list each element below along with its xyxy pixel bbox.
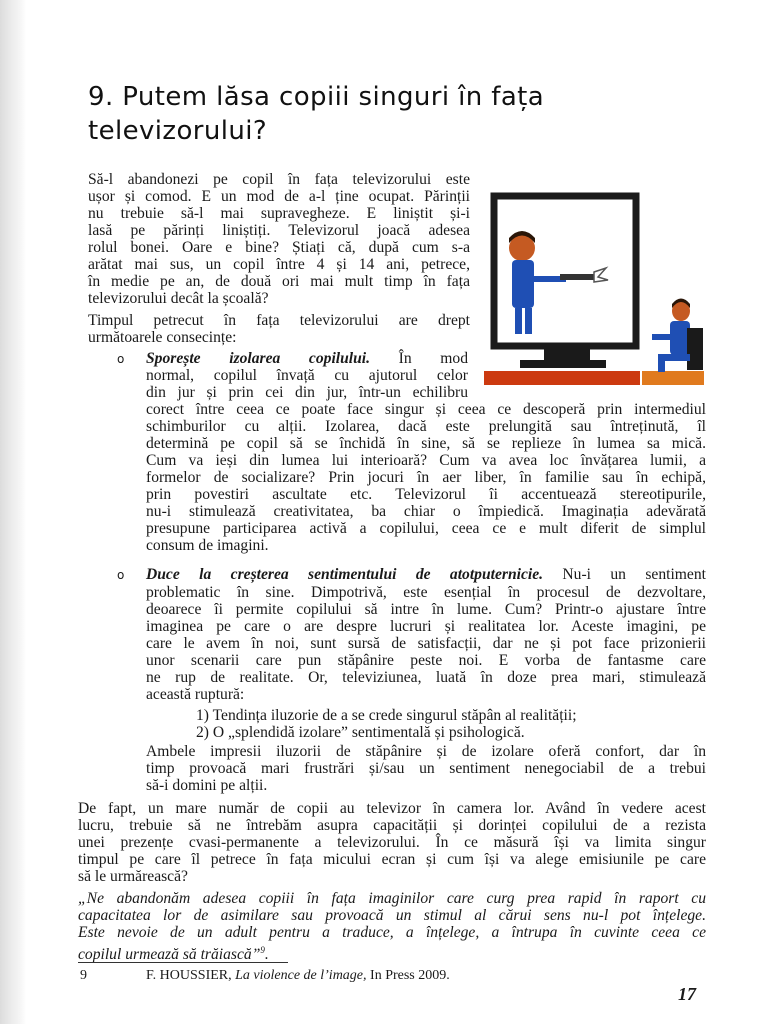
intro-line: televizorului decât la școală? <box>88 290 269 307</box>
gun-barrel <box>560 274 594 280</box>
bullet-2-line: problematic în sine. Dimpotrivă, este esențial în procesul de dezvoltare, <box>146 584 706 601</box>
bullet-2-line: care le avem în noi, sunt sursă de satisfacții, dar ne și pot face prizonierii <box>146 635 706 652</box>
intro-line: Timpul petrecut în fața televizorului are drept <box>88 312 470 329</box>
quote-line: capacitatea lor de asimilare sau provoacă un stimul al cărui sens nu-l pot înțelege. <box>78 907 706 924</box>
quote-line: „Ne abandonăm adesea copiii în fața imaginilor care curg prea rapid în raport cu <box>78 890 706 907</box>
bullet-1-line: determină pe copil să se închidă în sine, să se replieze în lumea sa mică. <box>146 435 706 452</box>
intro-line: nu trebuie să-l mai supravegheze. E liniștit și-i <box>88 205 470 222</box>
footnote-work: La violence de l’image, <box>235 968 367 983</box>
sub-item-2: 2) O „splendidă izolare” sentimentală și psihologică. <box>196 724 525 741</box>
intro-line: următoarele consecințe: <box>88 329 237 346</box>
quote-end: . <box>264 946 269 964</box>
bullet-2-line: unor scenarii care pun stăpânire peste noi. E vorba de fantasme care <box>146 652 706 669</box>
conclusion-line: De fapt, un mare număr de copii au televizor în camera lor. Având în vedere acest <box>78 800 706 817</box>
quote-text: copilul urmează să trăiască” <box>78 946 261 964</box>
bullet-1-first-line <box>146 351 468 367</box>
quote-line-last <box>78 942 269 963</box>
footnote-ref: 9 <box>260 945 265 955</box>
bullet-2-after-line: timp provoacă mari frustrări și/sau un sentiment nenegociabil de a trebui <box>146 760 706 777</box>
conclusion-line: să le urmărească? <box>78 868 188 885</box>
bullet-1-line: presupune participarea activă a copilului, ceea ce e mult diferit de simplul <box>146 520 706 537</box>
bullet-1-line: Cum va ieși din lumea lui interioară? Cum va avea loc învățarea lumii, a <box>146 452 706 469</box>
sub-item-1: 1) Tendința iluzorie de a se crede singurul stăpân al realității; <box>196 707 577 724</box>
bullet-1-text: În mod <box>398 350 468 367</box>
intro-line: Să-l abandonezi pe copil în fața televizorului este <box>88 171 470 188</box>
bullet-2-after-line: să-i domini pe alții. <box>146 777 268 794</box>
conclusion-line: lucru, trebuie să ne întrebăm asupra capacității și dorinței copilului de a rezista <box>78 817 706 834</box>
bullet-1-heading: Sporește izolarea copilului. <box>146 350 371 367</box>
bullet-marker: o <box>117 568 125 582</box>
tv-child-illustration <box>482 188 710 388</box>
bullet-2-first-line <box>146 567 706 583</box>
chair-back <box>687 328 703 370</box>
intro-line: lasă pe părinți liniștiți. Televizorul joacă adesea <box>88 222 470 239</box>
bullet-1-line: schimburilor cu alții. Izolarea, dacă este prelungită sau întreținută, îl <box>146 418 706 435</box>
bullet-1-line: nu-i stimulează creativitatea, ba chiar o împiedică. Imaginația adevărată <box>146 503 706 520</box>
intro-line: în medie pe an, de două ori mai mult timp în fața <box>88 273 470 290</box>
bullet-2-heading: Duce la creșterea sentimentului de atotputernicie. <box>146 566 544 583</box>
page-number: 17 <box>678 984 696 1004</box>
bullet-2-text: Nu-i un sentiment <box>562 566 706 583</box>
bullet-1-line: prin povestiri ascultate etc. Televizorul îi accentuează stereotipurile, <box>146 486 706 503</box>
quote-line: Este nevoie de un adult pentru a traduce, a înțelege, a întrupa în cuvinte ceea ce <box>78 924 706 941</box>
footnote-rule <box>78 962 288 963</box>
bullet-2-line: imaginea pe care o are despre lucruri și realitatea lor. Aceste imagini, pe <box>146 618 706 635</box>
footnote-text <box>146 968 450 984</box>
bullet-1-line: corect între ceea ce poate face singur și ceea ce descoperă prin intermediul <box>146 401 706 418</box>
child-desk <box>642 371 704 385</box>
bullet-2-after-line: Ambele impresii iluzorii de stăpânire și de izolare oferă confort, dar în <box>146 743 706 760</box>
bullet-1-line: formelor de socializare? Prin jocuri în aer liber, în familie sau în echipă, <box>146 469 706 486</box>
conclusion-line: unei prezențe cvasi-permanente a televizorului. În ce măsură își va limita singur <box>78 834 706 851</box>
bullet-1-line: consum de imagini. <box>146 537 269 554</box>
intro-line: ușor și comod. E un mod de a-l ține ocupat. Părinții <box>88 188 470 205</box>
child-watching <box>652 299 703 373</box>
footnote-author: F. HOUSSIER, <box>146 968 232 983</box>
bullet-1-line: din jur și prin cei din jur, într-un echilibru <box>146 384 468 401</box>
bullet-marker: o <box>117 352 125 366</box>
footnote-number: 9 <box>80 968 87 983</box>
bullet-1-line: normal, copilul învață cu ajutorul celor <box>146 367 468 384</box>
bullet-2-line: deoarece îi permite copilului să intre în lume. Cum? Printr-o ajustare între <box>146 601 706 618</box>
tv-stand <box>484 371 640 385</box>
bullet-2-line: ne rup de realitate. Or, televiziunea, luată în doze prea mari, stimulează <box>146 669 706 686</box>
conclusion-line: timpul pe care îl petrece în fața micului ecran și cum își va alege emisiunile pe care <box>78 851 706 868</box>
footnote-publisher: In Press 2009. <box>370 968 450 983</box>
page-binding-shadow <box>0 0 26 1024</box>
intro-line: rolul bonei. Oare e bine? Știați că, după cum s-a <box>88 239 470 256</box>
intro-line: arătat mai sus, un copil între 4 și 14 ani, petrece, <box>88 256 470 273</box>
chapter-title: 9. Putem lăsa copiii singuri în fața televizorului? <box>88 82 545 146</box>
tv-base <box>520 360 606 368</box>
bullet-2-line: această ruptură: <box>146 686 245 703</box>
